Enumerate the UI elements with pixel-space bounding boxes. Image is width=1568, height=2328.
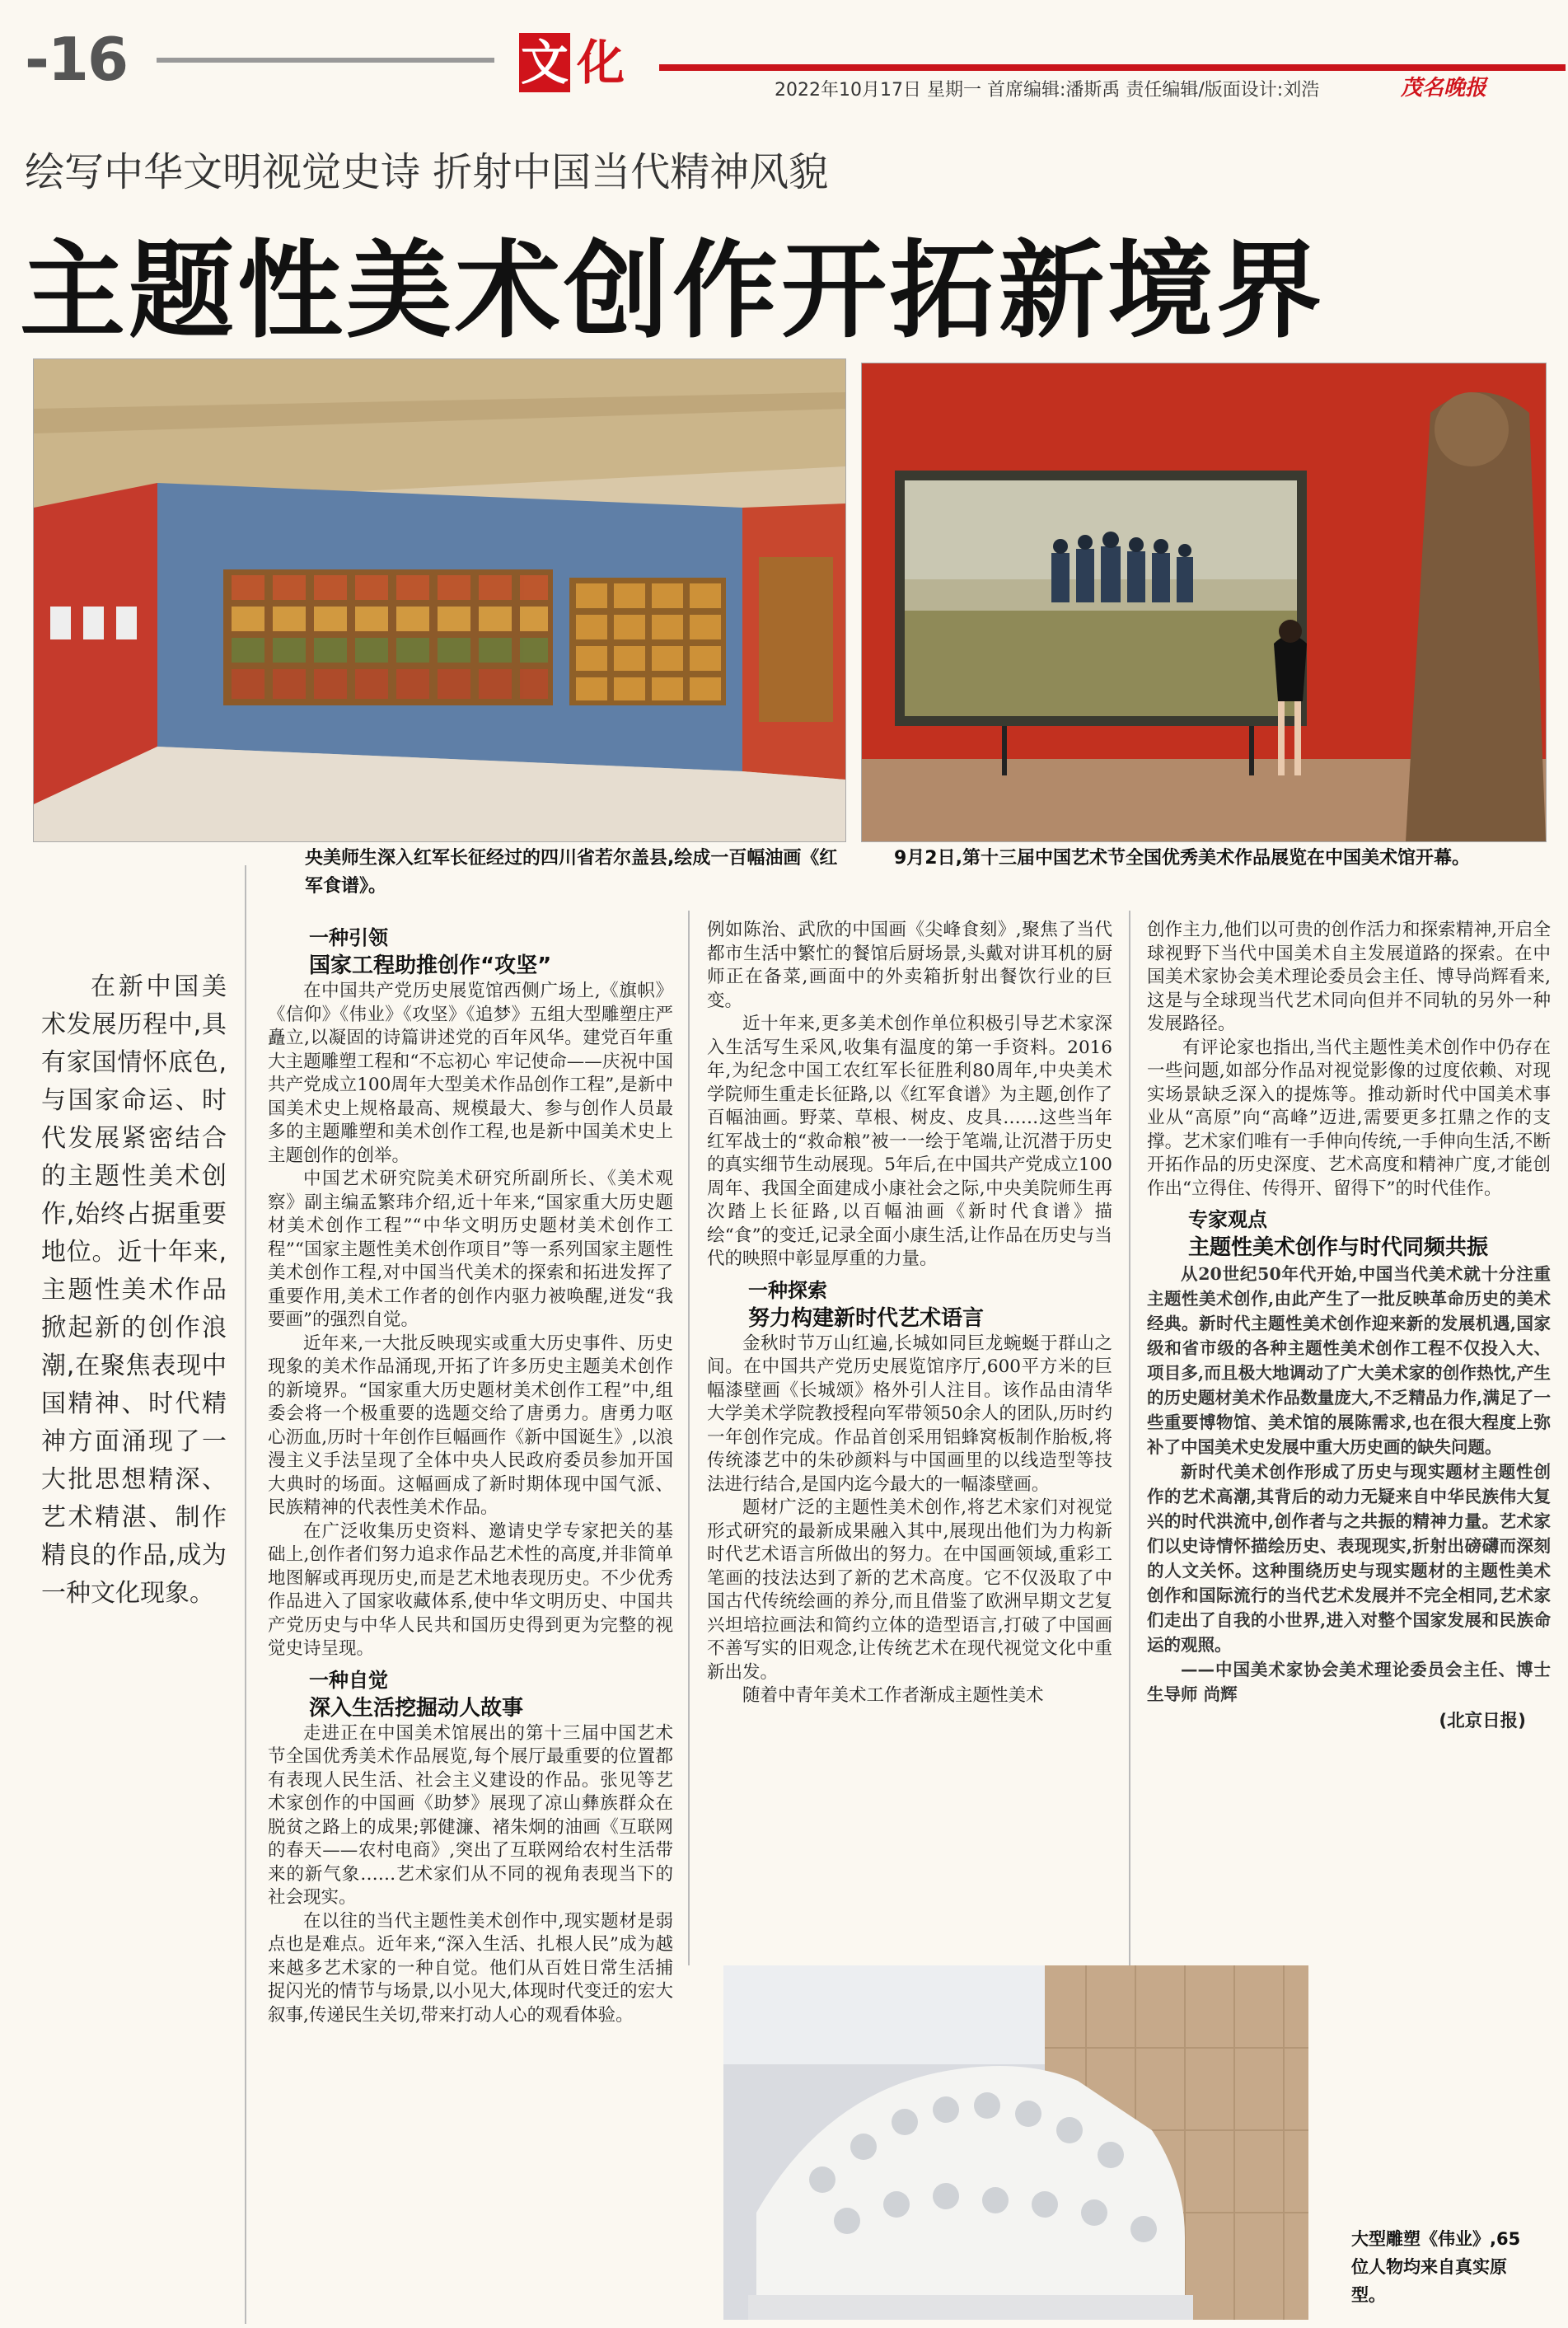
lead-text: 在新中国美术发展历程中,具有家国情怀底色,与国家命运、时代发展紧密结合的主题性美术创作,始终占据重要地位。近十年来,主题性美术作品掀起新的创作浪潮,在聚焦表现中国精神、时代精神方面涌现了一大批思想精深、艺术精湛、制作精良的作品,成为一种文化现象。 bbox=[41, 972, 227, 1608]
section-title: 主题性美术创作与时代同频共振 bbox=[1188, 1235, 1489, 1260]
section-char-1: 文 bbox=[520, 35, 569, 91]
section-heading-3 bbox=[707, 1276, 1112, 1333]
newspaper-logo: 茂名晚报 bbox=[1401, 76, 1487, 101]
photo-gallery-paintings bbox=[33, 358, 846, 842]
paragraph: 创作主力,他们以可贵的创作活力和探索精神,开启全球视野下当代中国美术自主发展道路的探索。在中国美术家协会美术理论委员会主任、博导尚辉看来,这是与全球现当代艺术同向但并不同轨的另外一种发展路径。 bbox=[1147, 920, 1551, 1034]
section-heading-1 bbox=[268, 924, 673, 980]
column-rule-2 bbox=[688, 911, 690, 1965]
column-rule-1 bbox=[245, 865, 246, 2324]
section-kicker: 一种自觉 bbox=[309, 1668, 388, 1692]
headline-title: 主题性美术创作开拓新境界 bbox=[20, 230, 1326, 353]
section-title: 深入生活挖掘动人故事 bbox=[309, 1695, 524, 1721]
dateline: 2022年10月17日 星期一 首席编辑:潘斯禹 责任编辑/版面设计:刘浩 bbox=[775, 80, 1320, 101]
expert-opinion bbox=[1147, 1262, 1551, 1707]
section-label bbox=[519, 33, 626, 99]
header-rule-left bbox=[157, 58, 494, 63]
photo-caption-right: 9月2日,第十三届中国艺术节全国优秀美术作品展览在中国美术馆开幕。 bbox=[894, 848, 1470, 869]
section-kicker: 一种引领 bbox=[309, 926, 388, 949]
paragraph: 走进正在中国美术馆展出的第十三届中国艺术节全国优秀美术作品展览,每个展厅最重要的位置都有表现人民生活、社会主义建设的作品。张见等艺术家创作的中国画《助梦》展现了凉山彝族群众在脱贫之路上的成果;郭健濂、褚朱炯的油画《互联网的春天——农村电商》,突出了互联网给农村生活带来的新气象……艺术家们从不同的视角表现当下的社会现实。 bbox=[268, 1722, 673, 1908]
paragraph: 例如陈治、武欣的中国画《尖峰食刻》,聚焦了当代都市生活中繁忙的餐馆后厨场景,头戴对讲耳机的厨师正在备菜,画面中的外卖箱折射出餐饮行业的巨变。 bbox=[707, 920, 1112, 1011]
photo-caption-bottom: 大型雕塑《伟业》,65位人物均来自真实原型。 bbox=[1351, 2229, 1521, 2305]
section-char-2: 化 bbox=[576, 35, 625, 91]
photo-sculpture bbox=[723, 1965, 1308, 2320]
section-heading-4 bbox=[1147, 1206, 1551, 1262]
photo-caption-left: 央美师生深入红军长征经过的四川省若尔盖县,绘成一百幅油画《红军食谱》。 bbox=[305, 848, 838, 897]
photo-exhibition-opening bbox=[861, 363, 1547, 842]
page-number: -16 bbox=[25, 25, 128, 94]
section-title: 国家工程助推创作“攻坚” bbox=[309, 953, 552, 978]
headline-subtitle: 绘写中华文明视觉史诗 折射中国当代精神风貌 bbox=[25, 149, 829, 195]
paragraph: 新时代美术创作形成了历史与现实题材主题性创作的艺术高潮,其背后的动力无疑来自中华民族伟大复兴的时代洪流中,创作者与之共振的精神力量。艺术家们以史诗情怀描绘历史、表现现实,折射出磅礴而深刻的人文关怀。这种围绕历史与现实题材的主题性美术创作和国际流行的当代艺术发展并不完全相同,艺术家们走出了自我的小世界,进入对整个国家发展和民族命运的观照。 bbox=[1147, 1462, 1551, 1655]
paragraph: 题材广泛的主题性美术创作,将艺术家们对视觉形式研究的最新成果融入其中,展现出他们为力构新时代艺术语言所做出的努力。在中国画领域,重彩工笔画的技法达到了新的艺术高度。它不仅汲取了中国古代传统绘画的养分,而且借鉴了欧洲早期文艺复兴坦培拉画法和简约立体的造型语言,打破了中国画不善写实的旧观念,让传统艺术在现代视觉文化中重新出发。 bbox=[707, 1497, 1112, 1683]
section-kicker: 一种探索 bbox=[748, 1278, 827, 1302]
paragraph: 随着中青年美术工作者渐成主题性美术 bbox=[742, 1685, 1044, 1706]
article-column-3 bbox=[1147, 919, 1551, 1734]
section-kicker: 专家观点 bbox=[1188, 1208, 1267, 1231]
article-column-2 bbox=[707, 919, 1112, 1708]
column-rule-3 bbox=[1129, 911, 1130, 1965]
paragraph: 近年来,一大批反映现实或重大历史事件、历史现象的美术作品涌现,开拓了许多历史主题美术创作的新境界。“国家重大历史题材美术创作工程”中,组委会将一个极重要的选题交给了唐勇力。唐勇力呕心沥血,历时十年创作巨幅画作《新中国诞生》,以浪漫主义手法呈现了全体中央人民政府委员参加开国大典时的场面。这幅画成了新时期体现中国气派、民族精神的代表性美术作品。 bbox=[268, 1333, 673, 1518]
paragraph: 有评论家也指出,当代主题性美术创作中仍存在一些问题,如部分作品对视觉影像的过度依赖、对现实场景缺乏深入的提炼等。推动新时代中国美术事业从“高原”向“高峰”迈进,需要更多扛鼎之作的支撑。艺术家们唯有一手伸向传统,一手伸向生活,不断开拓作品的历史深度、艺术高度和精神广度,才能创作出“立得住、传得开、留得下”的时代佳作。 bbox=[1147, 1037, 1551, 1199]
lead-paragraph bbox=[41, 968, 227, 1613]
section-heading-2 bbox=[268, 1666, 673, 1722]
source-note: (北京日报) bbox=[1439, 1711, 1526, 1731]
header-rule-right bbox=[659, 64, 1566, 71]
paragraph: 在广泛收集历史资料、邀请史学专家把关的基础上,创作者们努力追求作品艺术性的高度,并非简单地图解或再现历史,而是艺术地表现历史。不少优秀作品进入了国家收藏体系,使中华文明历史、中国共产党历史与中华人民共和国历史得到更为完整的视觉史诗呈现。 bbox=[268, 1520, 673, 1659]
paragraph: 金秋时节万山红遍,长城如同巨龙蜿蜒于群山之间。在中国共产党历史展览馆序厅,600平方米的巨幅漆壁画《长城颂》格外引人注目。该作品由清华大学美术学院教授程向军带领50余人的团队,历时约一年创作完成。作品首创采用铝蜂窝板制作胎板,将传统漆艺中的朱砂颜料与中国画里的以线造型等技法进行结合,是国内迄今最大的一幅漆壁画。 bbox=[707, 1333, 1112, 1495]
expert-signature: ——中国美术家协会美术理论委员会主任、博士生导师 尚辉 bbox=[1147, 1660, 1551, 1704]
article-column-1 bbox=[268, 919, 673, 2027]
paragraph: 在中国共产党历史展览馆西侧广场上,《旗帜》《信仰》《伟业》《攻坚》《追梦》五组大型雕塑庄严矗立,以凝固的诗篇讲述党的百年风华。建党百年重大主题雕塑工程和“不忘初心 牢记使命——庆祝中国共产党成立100周年大型美术作品创作工程”,是新中国美术史上规格最高、规模最大、参与创作人员最多的主题雕塑和美术创作工程,也是新中国美术史上主题创作的创举。 bbox=[268, 981, 673, 1166]
paragraph: 在以往的当代主题性美术创作中,现实题材是弱点也是难点。近年来,“深入生活、扎根人民”成为越来越多艺术家的一种自觉。他们从百姓日常生活捕捉闪光的情节与场景,以小见大,体现时代变迁的宏大叙事,传递民生关切,带来打动人心的观看体验。 bbox=[268, 1910, 673, 2026]
paragraph: 从20世纪50年代开始,中国当代美术就十分注重主题性美术创作,由此产生了一批反映革命历史的美术经典。新时代主题性美术创作迎来新的发展机遇,国家级和省市级的各种主题性美术创作工程不仅投入大、项目多,而且极大地调动了广大美术家的创作热忱,产生的历史题材美术作品数量庞大,不乏精品力作,满足了一些重要博物馆、美术馆的展陈需求,也在很大程度上弥补了中国美术史发展中重大历史画的缺失问题。 bbox=[1147, 1264, 1551, 1457]
paragraph: 中国艺术研究院美术研究所副所长、《美术观察》副主编孟繁玮介绍,近十年来,“国家重大历史题材美术创作工程”“中华文明历史题材美术创作工程”“国家主题性美术创作项目”等一系列国家主题性美术创作工程,对中国当代美术的探索和拓进发挥了重要作用,美术工作者的创作内驱力被唤醒,迸发“我要画”的强烈自觉。 bbox=[268, 1169, 673, 1330]
section-title: 努力构建新时代艺术语言 bbox=[748, 1305, 985, 1331]
paragraph: 近十年来,更多美术创作单位积极引导艺术家深入生活写生采风,收集有温度的第一手资料。2016年,为纪念中国工农红军长征胜利80周年,中央美术学院师生重走长征路,以《红军食谱》为主题,创作了百幅油画。野菜、草根、树皮、皮具……这些当年红军战士的“救命粮”被一一绘于笔端,让沉潜于历史的真实细节生动展现。5年后,在中国共产党成立100周年、我国全面建成小康社会之际,中央美院师生再次踏上长征路,以百幅油画《新时代食谱》描绘“食”的变迁,记录全面小康生活,让作品在历史与当代的映照中彰显厚重的力量。 bbox=[707, 1014, 1112, 1269]
